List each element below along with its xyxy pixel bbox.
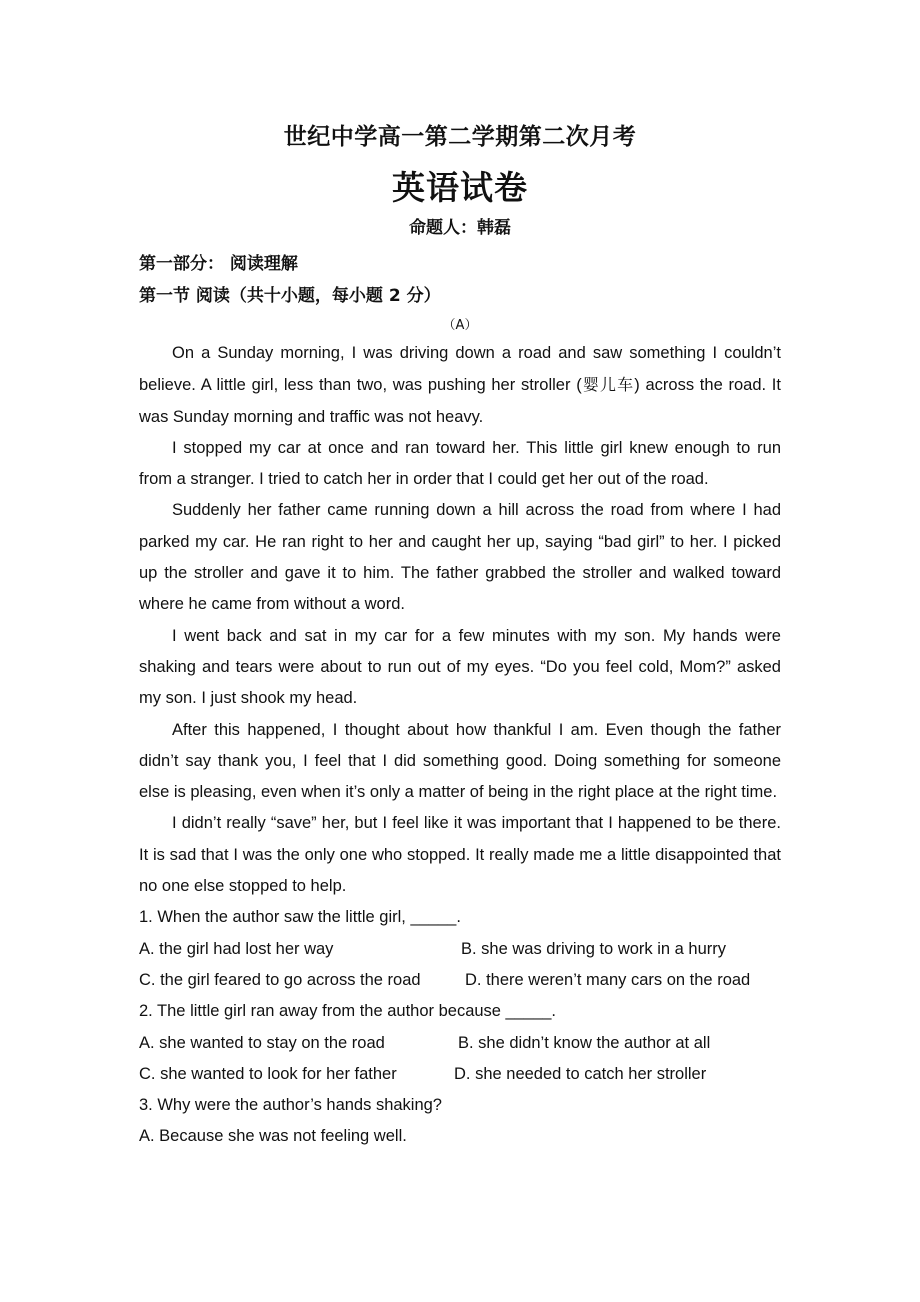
question-2-stem: 2. The little girl ran away from the author because _____. (139, 1002, 557, 1021)
option-a[interactable]: A. the girl had lost her way (139, 939, 334, 958)
option-c[interactable]: C. she wanted to look for her father (139, 1064, 397, 1083)
paragraph: I went back and sat in my car for a few minutes with my son. My hands were shaking and tears were about to run out of my eyes. “Do you feel cold, Mom?” asked my son. I just shook my head. (139, 626, 781, 708)
question-3-options-a (139, 1121, 781, 1152)
question-2-options-ab (139, 1028, 781, 1059)
paragraph (139, 338, 781, 433)
question-2-options-cd (139, 1059, 781, 1090)
question-1-options-ab (139, 934, 781, 965)
question-1-options-cd (139, 965, 781, 996)
passage-label: （A） (442, 318, 478, 333)
school-title: 世纪中学高一第二学期第二次月考 (283, 123, 637, 150)
question-1-stem: 1. When the author saw the little girl, _____. (139, 908, 461, 927)
section-heading: 第一节 阅读（共十小题，每小题 2 分） (139, 286, 441, 306)
paragraph: After this happened, I thought about how thankful I am. Even though the father didn’t say thank you, I feel that I did something good. Doing something for someone else is pleasing, even when it’s only a matter of being in the right place at the right time. (139, 720, 781, 802)
passage-body (139, 338, 781, 1153)
part-heading: 第一部分： 阅读理解 (139, 254, 298, 274)
paragraph-text: ) across the road. It was Sunday morning and traffic was not heavy. (139, 376, 781, 426)
exam-title: 英语试卷 (392, 168, 528, 207)
option-a[interactable]: A. she wanted to stay on the road (139, 1033, 385, 1052)
option-d[interactable]: D. there weren’t many cars on the road (465, 970, 751, 989)
question-3-stem: 3. Why were the author’s hands shaking? (139, 1096, 442, 1115)
paragraph: I didn’t really “save” her, but I feel like it was important that I happened to be there. It is sad that I was the only one who stopped. It really made me a little disappointed that no one else stopped to help. (139, 814, 781, 896)
option-b[interactable]: B. she was driving to work in a hurry (461, 939, 727, 958)
author-line: 命题人：韩磊 (409, 218, 511, 238)
option-b[interactable]: B. she didn’t know the author at all (458, 1033, 711, 1052)
paragraph: I stopped my car at once and ran toward her. This little girl knew enough to run from a stranger. I tried to catch her in order that I could get her out of the road. (139, 438, 781, 489)
option-c[interactable]: C. the girl feared to go across the road (139, 970, 421, 989)
chinese-gloss: 婴儿车 (581, 375, 635, 395)
paragraph: Suddenly her father came running down a hill across the road from where I had parked my car. He ran right to her and caught her up, saying “bad girl” to her. I picked up the stroller and gave it to him. The father grabbed the stroller and walked toward where he came from without a word. (139, 501, 781, 614)
option-a[interactable]: A. Because she was not feeling well. (139, 1127, 407, 1146)
paragraph-text: On a Sunday morning, I was driving down a road and saw something I couldn’t believe. A little girl, less than two, was pushing her stroller ( (139, 344, 781, 395)
option-d[interactable]: D. she needed to catch her stroller (454, 1064, 707, 1083)
